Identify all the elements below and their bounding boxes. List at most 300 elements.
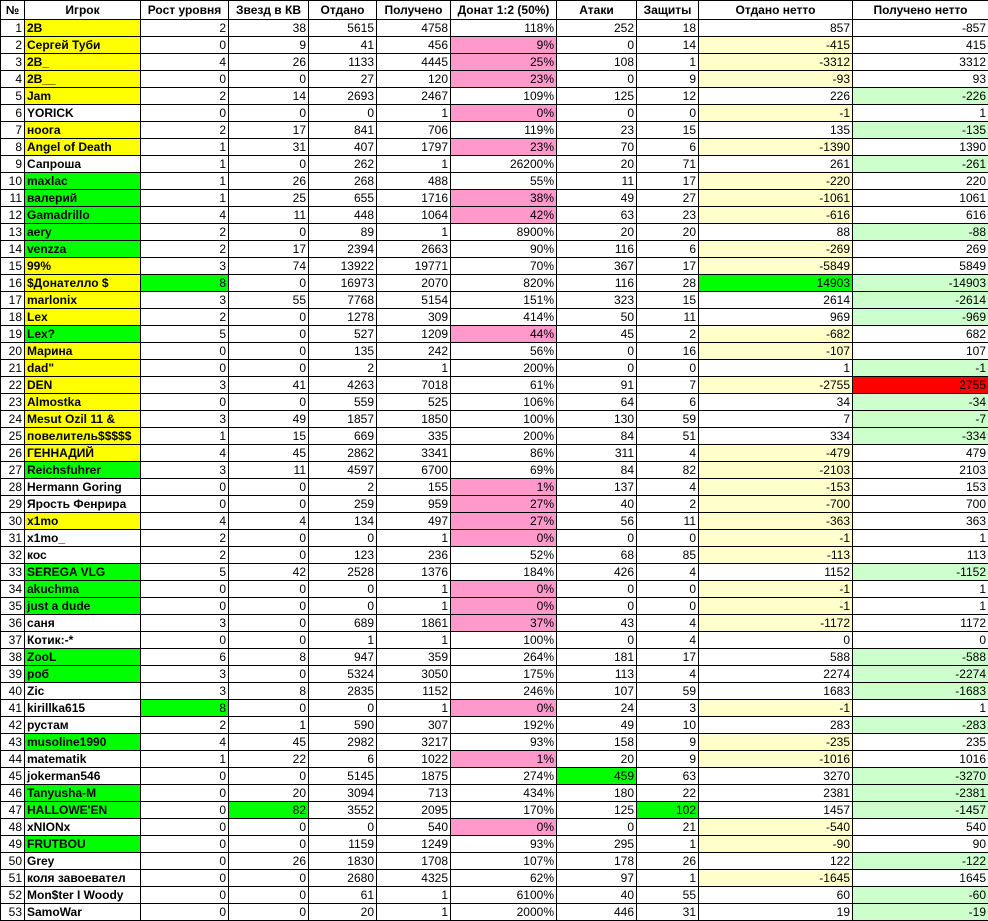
given-net: -1061 (699, 190, 853, 207)
header-received-net: Получено нетто (853, 1, 988, 20)
table-row (1, 326, 988, 343)
received-cell: 1 (377, 360, 451, 377)
given-net: 7 (699, 411, 853, 428)
level-growth: 4 (141, 445, 229, 462)
table-row (1, 394, 988, 411)
defenses-cell: 9 (637, 751, 699, 768)
row-number: 35 (1, 598, 25, 615)
given-cell: 2394 (309, 241, 377, 258)
table-row (1, 258, 988, 275)
war-stars: 0 (229, 547, 309, 564)
received-cell: 1797 (377, 139, 451, 156)
given-net: -479 (699, 445, 853, 462)
donate-ratio: 184% (451, 564, 557, 581)
player-name: Сапроша (25, 156, 141, 173)
row-number: 20 (1, 343, 25, 360)
player-name: matematik (25, 751, 141, 768)
attacks-cell: 323 (557, 292, 637, 309)
player-name: Ярость Фенрира (25, 496, 141, 513)
attacks-cell: 43 (557, 615, 637, 632)
header-war-stars: Звезд в КВ (229, 1, 309, 20)
given-cell: 5324 (309, 666, 377, 683)
given-cell: 407 (309, 139, 377, 156)
given-cell: 2693 (309, 88, 377, 105)
received-net: -3270 (853, 768, 988, 785)
level-growth: 0 (141, 768, 229, 785)
given-cell: 2 (309, 479, 377, 496)
defenses-cell: 20 (637, 224, 699, 241)
war-stars: 0 (229, 666, 309, 683)
donate-ratio: 0% (451, 819, 557, 836)
row-number: 46 (1, 785, 25, 802)
donate-ratio: 56% (451, 343, 557, 360)
donate-ratio: 90% (451, 241, 557, 258)
row-number: 18 (1, 309, 25, 326)
given-cell: 6 (309, 751, 377, 768)
given-net: -682 (699, 326, 853, 343)
war-stars: 25 (229, 190, 309, 207)
received-net: 1390 (853, 139, 988, 156)
defenses-cell: 11 (637, 513, 699, 530)
defenses-cell: 18 (637, 20, 699, 37)
player-name: 99% (25, 258, 141, 275)
level-growth: 2 (141, 20, 229, 37)
given-cell: 590 (309, 717, 377, 734)
donate-ratio: 118% (451, 20, 557, 37)
given-net: 1 (699, 360, 853, 377)
received-net: -2381 (853, 785, 988, 802)
war-stars: 0 (229, 700, 309, 717)
row-number: 32 (1, 547, 25, 564)
given-net: -90 (699, 836, 853, 853)
received-net: 90 (853, 836, 988, 853)
war-stars: 0 (229, 309, 309, 326)
attacks-cell: 0 (557, 71, 637, 88)
table-row (1, 734, 988, 751)
received-net: 1 (853, 700, 988, 717)
table-row (1, 292, 988, 309)
given-net: -540 (699, 819, 853, 836)
received-cell: 309 (377, 309, 451, 326)
player-name: just a dude (25, 598, 141, 615)
table-row (1, 88, 988, 105)
row-number: 34 (1, 581, 25, 598)
received-cell: 1 (377, 887, 451, 904)
received-cell: 4758 (377, 20, 451, 37)
level-growth: 2 (141, 241, 229, 258)
war-stars: 26 (229, 853, 309, 870)
donate-ratio: 434% (451, 785, 557, 802)
defenses-cell: 21 (637, 819, 699, 836)
donate-ratio: 170% (451, 802, 557, 819)
received-cell: 359 (377, 649, 451, 666)
level-growth: 0 (141, 904, 229, 921)
received-cell: 1 (377, 156, 451, 173)
given-net: 2614 (699, 292, 853, 309)
attacks-cell: 0 (557, 819, 637, 836)
war-stars: 0 (229, 496, 309, 513)
received-net: -283 (853, 717, 988, 734)
player-name: Reichsfuhrer (25, 462, 141, 479)
donate-ratio: 55% (451, 173, 557, 190)
attacks-cell: 84 (557, 462, 637, 479)
donate-ratio: 119% (451, 122, 557, 139)
row-number: 53 (1, 904, 25, 921)
level-growth: 2 (141, 122, 229, 139)
given-net: -1 (699, 581, 853, 598)
table-row (1, 122, 988, 139)
row-number: 14 (1, 241, 25, 258)
received-cell: 1 (377, 530, 451, 547)
table-row (1, 156, 988, 173)
given-cell: 559 (309, 394, 377, 411)
given-net: -107 (699, 343, 853, 360)
received-cell: 2070 (377, 275, 451, 292)
level-growth: 0 (141, 870, 229, 887)
table-row (1, 751, 988, 768)
donate-ratio: 107% (451, 853, 557, 870)
row-number: 17 (1, 292, 25, 309)
attacks-cell: 130 (557, 411, 637, 428)
header-level-growth: Рост уровня (141, 1, 229, 20)
given-cell: 4263 (309, 377, 377, 394)
war-stars: 74 (229, 258, 309, 275)
war-stars: 0 (229, 224, 309, 241)
given-net: -220 (699, 173, 853, 190)
level-growth: 3 (141, 462, 229, 479)
given-cell: 89 (309, 224, 377, 241)
defenses-cell: 17 (637, 258, 699, 275)
received-net: -588 (853, 649, 988, 666)
table-row (1, 530, 988, 547)
given-cell: 5145 (309, 768, 377, 785)
received-net: -1152 (853, 564, 988, 581)
attacks-cell: 0 (557, 632, 637, 649)
attacks-cell: 20 (557, 224, 637, 241)
received-net: 682 (853, 326, 988, 343)
received-net: 415 (853, 37, 988, 54)
received-net: -1683 (853, 683, 988, 700)
player-name: jokerman546 (25, 768, 141, 785)
attacks-cell: 0 (557, 598, 637, 615)
player-name: HALLOWE'EN (25, 802, 141, 819)
donate-ratio: 0% (451, 598, 557, 615)
war-stars: 41 (229, 377, 309, 394)
defenses-cell: 14 (637, 37, 699, 54)
given-net: 283 (699, 717, 853, 734)
war-stars: 0 (229, 343, 309, 360)
received-cell: 1861 (377, 615, 451, 632)
table-row (1, 683, 988, 700)
table-row (1, 479, 988, 496)
donate-ratio: 246% (451, 683, 557, 700)
defenses-cell: 4 (637, 666, 699, 683)
header-given-net: Отдано нетто (699, 1, 853, 20)
attacks-cell: 20 (557, 751, 637, 768)
attacks-cell: 426 (557, 564, 637, 581)
donate-ratio: 93% (451, 836, 557, 853)
defenses-cell: 0 (637, 598, 699, 615)
player-name: Lex (25, 309, 141, 326)
attacks-cell: 0 (557, 343, 637, 360)
defenses-cell: 9 (637, 734, 699, 751)
received-cell: 2663 (377, 241, 451, 258)
received-net: 1172 (853, 615, 988, 632)
defenses-cell: 1 (637, 836, 699, 853)
attacks-cell: 311 (557, 445, 637, 462)
received-cell: 5154 (377, 292, 451, 309)
given-cell: 3094 (309, 785, 377, 802)
table-row (1, 700, 988, 717)
defenses-cell: 15 (637, 292, 699, 309)
row-number: 9 (1, 156, 25, 173)
received-net: -2614 (853, 292, 988, 309)
row-number: 42 (1, 717, 25, 734)
attacks-cell: 20 (557, 156, 637, 173)
received-net: 1 (853, 105, 988, 122)
defenses-cell: 4 (637, 632, 699, 649)
attacks-cell: 40 (557, 887, 637, 904)
donate-ratio: 0% (451, 700, 557, 717)
received-cell: 1022 (377, 751, 451, 768)
given-cell: 947 (309, 649, 377, 666)
row-number: 7 (1, 122, 25, 139)
war-stars: 0 (229, 632, 309, 649)
player-name: Mesut Ozil 11 & (25, 411, 141, 428)
table-row (1, 802, 988, 819)
level-growth: 2 (141, 88, 229, 105)
row-number: 16 (1, 275, 25, 292)
row-number: 51 (1, 870, 25, 887)
level-growth: 1 (141, 156, 229, 173)
attacks-cell: 158 (557, 734, 637, 751)
given-net: -269 (699, 241, 853, 258)
player-name: валерий (25, 190, 141, 207)
table-row (1, 836, 988, 853)
war-stars: 0 (229, 819, 309, 836)
donate-ratio: 37% (451, 615, 557, 632)
table-row (1, 462, 988, 479)
player-name: Mon$ter I Woody (25, 887, 141, 904)
player-name: Jam (25, 88, 141, 105)
given-cell: 841 (309, 122, 377, 139)
war-stars: 0 (229, 394, 309, 411)
given-cell: 2835 (309, 683, 377, 700)
received-net: -135 (853, 122, 988, 139)
table-row (1, 207, 988, 224)
player-name: Zic (25, 683, 141, 700)
received-net: -2274 (853, 666, 988, 683)
header-defenses: Защиты (637, 1, 699, 20)
defenses-cell: 22 (637, 785, 699, 802)
given-net: 1683 (699, 683, 853, 700)
attacks-cell: 113 (557, 666, 637, 683)
received-net: 107 (853, 343, 988, 360)
row-number: 30 (1, 513, 25, 530)
given-cell: 448 (309, 207, 377, 224)
war-stars: 0 (229, 530, 309, 547)
attacks-cell: 459 (557, 768, 637, 785)
given-cell: 527 (309, 326, 377, 343)
donate-ratio: 106% (451, 394, 557, 411)
donate-ratio: 274% (451, 768, 557, 785)
received-cell: 1875 (377, 768, 451, 785)
attacks-cell: 11 (557, 173, 637, 190)
war-stars: 0 (229, 904, 309, 921)
row-number: 50 (1, 853, 25, 870)
war-stars: 42 (229, 564, 309, 581)
defenses-cell: 4 (637, 479, 699, 496)
row-number: 48 (1, 819, 25, 836)
war-stars: 0 (229, 71, 309, 88)
donate-ratio: 264% (451, 649, 557, 666)
table-row (1, 513, 988, 530)
defenses-cell: 2 (637, 326, 699, 343)
given-cell: 2528 (309, 564, 377, 581)
war-stars: 49 (229, 411, 309, 428)
defenses-cell: 31 (637, 904, 699, 921)
given-net: -5849 (699, 258, 853, 275)
player-name: Котик:-* (25, 632, 141, 649)
given-net: -2755 (699, 377, 853, 394)
table-row (1, 632, 988, 649)
table-row (1, 275, 988, 292)
received-cell: 1708 (377, 853, 451, 870)
given-cell: 259 (309, 496, 377, 513)
given-cell: 2982 (309, 734, 377, 751)
level-growth: 0 (141, 598, 229, 615)
donate-ratio: 23% (451, 71, 557, 88)
received-net: -857 (853, 20, 988, 37)
level-growth: 3 (141, 292, 229, 309)
given-cell: 134 (309, 513, 377, 530)
level-growth: 8 (141, 275, 229, 292)
row-number: 13 (1, 224, 25, 241)
attacks-cell: 181 (557, 649, 637, 666)
war-stars: 0 (229, 479, 309, 496)
row-number: 29 (1, 496, 25, 513)
donate-ratio: 61% (451, 377, 557, 394)
received-cell: 706 (377, 122, 451, 139)
donate-ratio: 2000% (451, 904, 557, 921)
defenses-cell: 11 (637, 309, 699, 326)
given-net: 122 (699, 853, 853, 870)
row-number: 23 (1, 394, 25, 411)
given-net: 19 (699, 904, 853, 921)
donate-ratio: 38% (451, 190, 557, 207)
level-growth: 4 (141, 54, 229, 71)
level-growth: 0 (141, 853, 229, 870)
received-net: 0 (853, 632, 988, 649)
row-number: 12 (1, 207, 25, 224)
table-row (1, 71, 988, 88)
given-cell: 123 (309, 547, 377, 564)
row-number: 26 (1, 445, 25, 462)
war-stars: 17 (229, 122, 309, 139)
received-net: 1645 (853, 870, 988, 887)
given-net: 226 (699, 88, 853, 105)
row-number: 49 (1, 836, 25, 853)
row-number: 2 (1, 37, 25, 54)
given-net: -1 (699, 598, 853, 615)
received-cell: 335 (377, 428, 451, 445)
given-net: -700 (699, 496, 853, 513)
received-net: 700 (853, 496, 988, 513)
defenses-cell: 102 (637, 802, 699, 819)
level-growth: 0 (141, 37, 229, 54)
received-net: 1 (853, 598, 988, 615)
given-cell: 669 (309, 428, 377, 445)
given-net: -363 (699, 513, 853, 530)
received-cell: 2095 (377, 802, 451, 819)
player-name: кос (25, 547, 141, 564)
attacks-cell: 0 (557, 360, 637, 377)
donate-ratio: 62% (451, 870, 557, 887)
received-cell: 1 (377, 904, 451, 921)
level-growth: 0 (141, 802, 229, 819)
received-cell: 1850 (377, 411, 451, 428)
header-number: № (1, 1, 25, 20)
player-name: x1mo_ (25, 530, 141, 547)
given-net: -93 (699, 71, 853, 88)
defenses-cell: 17 (637, 649, 699, 666)
defenses-cell: 17 (637, 173, 699, 190)
level-growth: 3 (141, 258, 229, 275)
row-number: 39 (1, 666, 25, 683)
row-number: 11 (1, 190, 25, 207)
level-growth: 0 (141, 581, 229, 598)
received-cell: 1 (377, 632, 451, 649)
received-net: -34 (853, 394, 988, 411)
donate-ratio: 27% (451, 496, 557, 513)
attacks-cell: 23 (557, 122, 637, 139)
row-number: 43 (1, 734, 25, 751)
donate-ratio: 200% (451, 428, 557, 445)
table-row (1, 547, 988, 564)
donate-ratio: 52% (451, 547, 557, 564)
level-growth: 4 (141, 734, 229, 751)
defenses-cell: 85 (637, 547, 699, 564)
attacks-cell: 64 (557, 394, 637, 411)
donate-ratio: 93% (451, 734, 557, 751)
received-cell: 3341 (377, 445, 451, 462)
defenses-cell: 4 (637, 445, 699, 462)
header-given: Отдано (309, 1, 377, 20)
table-row (1, 666, 988, 683)
received-cell: 242 (377, 343, 451, 360)
received-net: 220 (853, 173, 988, 190)
player-name: venzza (25, 241, 141, 258)
war-stars: 26 (229, 54, 309, 71)
table-row (1, 870, 988, 887)
given-net: 14903 (699, 275, 853, 292)
table-row (1, 309, 988, 326)
row-number: 25 (1, 428, 25, 445)
given-net: 3270 (699, 768, 853, 785)
given-cell: 2 (309, 360, 377, 377)
received-net: 3312 (853, 54, 988, 71)
given-net: 135 (699, 122, 853, 139)
attacks-cell: 116 (557, 275, 637, 292)
level-growth: 0 (141, 479, 229, 496)
war-stars: 0 (229, 326, 309, 343)
received-cell: 4445 (377, 54, 451, 71)
war-stars: 0 (229, 768, 309, 785)
player-name: aery (25, 224, 141, 241)
received-net: 5849 (853, 258, 988, 275)
table-row (1, 105, 988, 122)
attacks-cell: 49 (557, 190, 637, 207)
